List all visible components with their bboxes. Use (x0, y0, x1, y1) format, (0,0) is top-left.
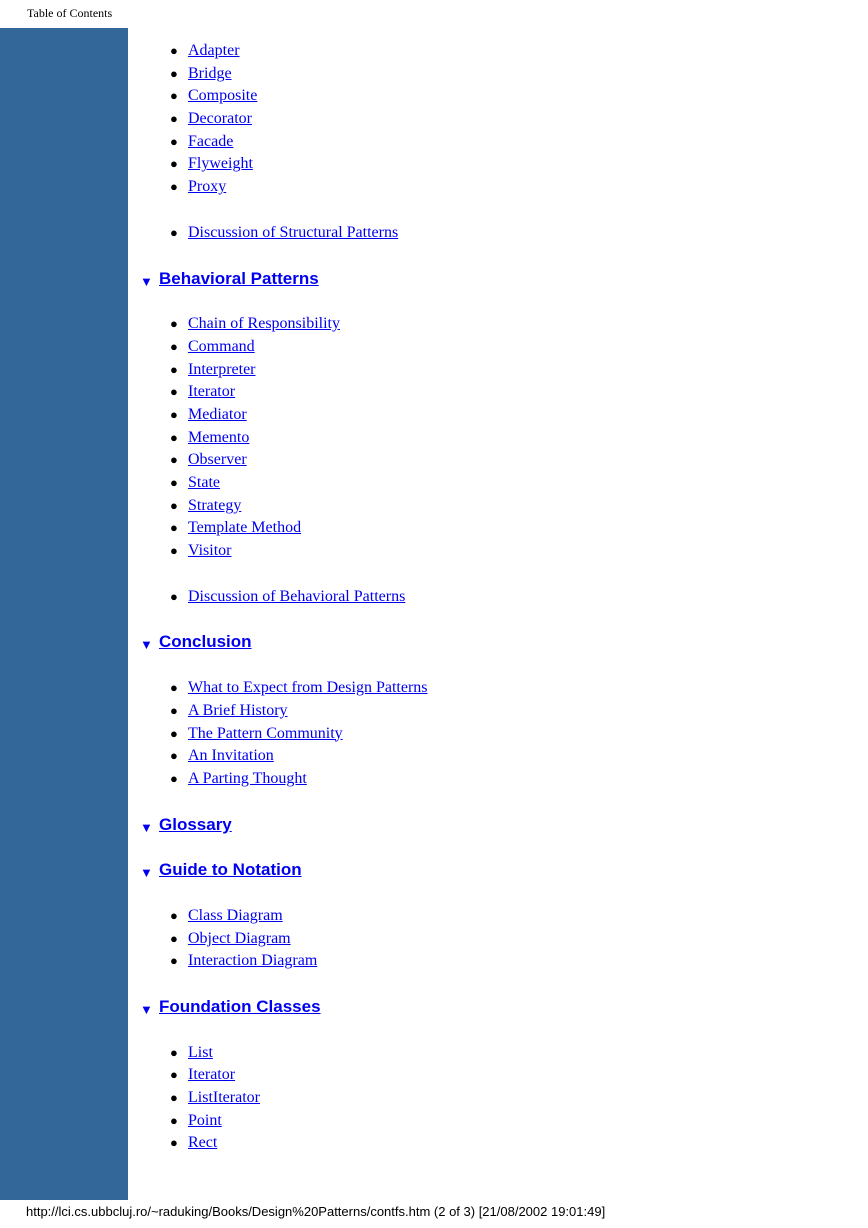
toc-link-composite[interactable]: Composite (188, 87, 258, 105)
bullet-icon: ● (170, 88, 178, 104)
bullet-icon: ● (170, 133, 178, 149)
section-conclusion (140, 631, 840, 654)
bullet-icon: ● (170, 179, 178, 195)
toc-link-memento[interactable]: Memento (188, 428, 250, 446)
toc-link-interpreter[interactable]: Interpreter (188, 360, 256, 378)
toc-link-listiterator[interactable]: ListIterator (188, 1089, 260, 1107)
notation-list (140, 905, 840, 973)
list-item (170, 586, 840, 609)
section-foundation (140, 996, 840, 1019)
bullet-icon: ● (170, 953, 178, 969)
list-item (170, 700, 840, 723)
conclusion-list (140, 677, 840, 790)
page-url-footer: http://lci.cs.ubbcluj.ro/~raduking/Books/Design%20Patterns/contfs.htm (2 of 3) [21/08/2002 19:01:49] (26, 1204, 606, 1219)
list-item (170, 222, 840, 245)
toc-link-invitation[interactable]: An Invitation (188, 747, 274, 765)
toc-link-parting-thought[interactable]: A Parting Thought (188, 769, 307, 787)
section-behavioral (140, 268, 840, 291)
behavioral-list (140, 313, 840, 563)
list-item (170, 63, 840, 86)
list-item (170, 131, 840, 154)
list-item (170, 905, 840, 928)
bullet-icon: ● (170, 406, 178, 422)
bullet-icon: ● (170, 475, 178, 490)
section-link-glossary[interactable]: Glossary (159, 814, 232, 834)
list-item (170, 495, 840, 518)
list-item (170, 677, 840, 700)
list-item (170, 313, 840, 336)
bullet-icon: ● (170, 111, 178, 127)
toc-link-brief-history[interactable]: A Brief History (188, 701, 288, 719)
expand-triangle-icon[interactable]: ▼ (140, 273, 153, 289)
section-link-foundation[interactable]: Foundation Classes (159, 997, 321, 1016)
bullet-icon: ● (170, 930, 178, 946)
toc-link-list[interactable]: List (188, 1043, 213, 1061)
bullet-icon: ● (170, 156, 178, 172)
list-item (170, 1064, 840, 1087)
toc-link-rect[interactable]: Rect (188, 1134, 218, 1152)
bullet-icon: ● (170, 1112, 178, 1128)
toc-link-structural-discussion[interactable]: Discussion of Structural Patterns (188, 223, 399, 241)
bullet-icon: ● (170, 770, 178, 786)
toc-link-decorator[interactable]: Decorator (188, 110, 252, 128)
bullet-icon: ● (170, 452, 178, 468)
list-item (170, 1110, 840, 1133)
list-item (170, 517, 840, 540)
bullet-icon: ● (170, 224, 178, 240)
toc-link-strategy[interactable]: Strategy (188, 496, 242, 514)
bullet-icon: ● (170, 429, 178, 445)
list-item (170, 1042, 840, 1065)
toc-link-mediator[interactable]: Mediator (188, 405, 247, 423)
bullet-icon: ● (170, 43, 178, 58)
bullet-icon: ● (170, 1090, 178, 1106)
toc-link-chain-of-responsibility[interactable]: Chain of Responsibility (188, 315, 340, 333)
structural-list (140, 40, 840, 199)
toc-link-iterator[interactable]: Iterator (188, 383, 236, 401)
sidebar-bar (0, 28, 128, 1200)
toc-link-interaction-diagram[interactable]: Interaction Diagram (188, 952, 318, 970)
expand-triangle-icon[interactable]: ▼ (140, 865, 153, 881)
bullet-icon: ● (170, 1135, 178, 1151)
list-item (170, 723, 840, 746)
bullet-icon: ● (170, 316, 178, 332)
list-item (170, 950, 840, 973)
toc-link-what-to-expect[interactable]: What to Expect from Design Patterns (188, 679, 428, 697)
bullet-icon: ● (170, 497, 178, 513)
list-item (170, 745, 840, 768)
toc-link-proxy[interactable]: Proxy (188, 178, 227, 196)
page-title: Table of Contents (27, 6, 113, 20)
list-item (170, 1087, 840, 1110)
section-link-notation[interactable]: Guide to Notation (159, 860, 302, 880)
list-item (170, 85, 840, 108)
bullet-icon: ● (170, 361, 178, 377)
list-item (170, 768, 840, 791)
list-item (170, 472, 840, 495)
toc-content (140, 40, 840, 1155)
structural-discussion-list (140, 222, 840, 245)
bullet-icon: ● (170, 748, 178, 764)
expand-triangle-icon[interactable]: ▼ (140, 637, 153, 653)
foundation-list (140, 1042, 840, 1155)
list-item (170, 381, 840, 404)
bullet-icon: ● (170, 65, 178, 81)
section-link-conclusion[interactable]: Conclusion (159, 632, 252, 652)
bullet-icon: ● (170, 680, 178, 696)
expand-triangle-icon[interactable]: ▼ (140, 1002, 153, 1017)
list-item (170, 108, 840, 131)
toc-link-template-method[interactable]: Template Method (188, 519, 302, 537)
toc-link-point[interactable]: Point (188, 1111, 222, 1129)
bullet-icon: ● (170, 1044, 178, 1060)
bullet-icon: ● (170, 338, 178, 354)
toc-link-adapter[interactable]: Adapter (188, 42, 240, 59)
expand-triangle-icon[interactable]: ▼ (140, 819, 153, 835)
behavioral-discussion-list (140, 586, 840, 609)
list-item (170, 449, 840, 472)
toc-link-state[interactable]: State (188, 474, 220, 491)
bullet-icon: ● (170, 907, 178, 923)
list-item (170, 427, 840, 450)
bullet-icon: ● (170, 725, 178, 741)
toc-link-facade[interactable]: Facade (188, 132, 234, 150)
bullet-icon: ● (170, 588, 178, 604)
section-notation (140, 859, 840, 882)
bullet-icon: ● (170, 702, 178, 718)
bullet-icon: ● (170, 520, 178, 536)
toc-link-object-diagram[interactable]: Object Diagram (188, 929, 291, 947)
bullet-icon: ● (170, 384, 178, 400)
list-item (170, 1132, 840, 1155)
toc-link-behavioral-discussion[interactable]: Discussion of Behavioral Patterns (188, 587, 406, 605)
toc-link-class-diagram[interactable]: Class Diagram (188, 906, 283, 924)
list-item (170, 404, 840, 427)
section-link-behavioral[interactable]: Behavioral Patterns (159, 268, 319, 288)
list-item (170, 336, 840, 359)
toc-link-bridge[interactable]: Bridge (188, 64, 232, 82)
list-item (170, 176, 840, 199)
toc-link-visitor[interactable]: Visitor (188, 542, 232, 560)
list-item (170, 40, 840, 63)
section-glossary (140, 814, 840, 837)
toc-link-command[interactable]: Command (188, 337, 255, 355)
list-item (170, 359, 840, 382)
toc-link-pattern-community[interactable]: The Pattern Community (188, 724, 343, 742)
list-item (170, 540, 840, 563)
bullet-icon: ● (170, 543, 178, 559)
toc-link-observer[interactable]: Observer (188, 451, 247, 469)
list-item (170, 153, 840, 176)
toc-link-iterator-class[interactable]: Iterator (188, 1066, 236, 1084)
toc-link-flyweight[interactable]: Flyweight (188, 155, 253, 173)
bullet-icon: ● (170, 1067, 178, 1083)
list-item (170, 928, 840, 951)
